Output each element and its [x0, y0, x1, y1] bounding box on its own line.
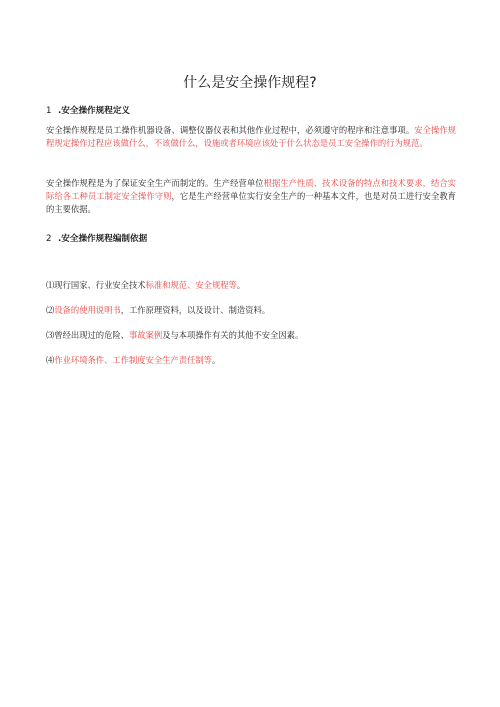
section-1-number: 1	[46, 106, 52, 116]
highlighted-text: 根据生产性质、技术设备的特点和技术要求，结合实际给各工种员工制定安全操作守则	[46, 178, 456, 202]
body-text: ⑴现行国家、行业安全技术	[46, 280, 146, 290]
highlighted-text: 标准和规范、安全规程等	[145, 280, 237, 290]
body-text: 安全操作规程是员工操作机器设备、调整仪器仪表和其他作业过程中，必须遵守的程序和注意事项。	[46, 125, 415, 135]
section-1-heading	[46, 104, 130, 116]
list-item-1	[46, 279, 456, 292]
highlighted-text: 事故案例	[128, 330, 163, 340]
body-text: ，它是生产经营单位实行安全生产的一种基本文件，也是对员工进行安全教育的主要依据。	[46, 191, 456, 215]
list-item-2	[46, 304, 456, 317]
section-2-heading	[46, 232, 147, 244]
list-item-4	[46, 354, 456, 367]
body-text: ⑶曾经出现过的危险、	[46, 330, 129, 340]
section-1-paragraph-2	[46, 177, 456, 217]
section-2-number: 2	[46, 234, 52, 244]
highlighted-text: 安全操作规程规定操作过程应该做什么，不该做什么，设施或者环境应该处于什么状态是员工安全操作的行为规范。	[46, 125, 456, 149]
body-text: 。	[236, 280, 246, 290]
section-2-title: .安全操作规程编制依据	[58, 234, 148, 244]
body-text: 安全操作规程是为了保证安全生产而制定的。生产经营单位	[46, 178, 264, 188]
section-1-title: .安全操作规程定义	[58, 106, 131, 116]
body-text: 。	[211, 355, 221, 365]
highlighted-text: 作业环境条件、工作制度安全生产责任制等	[54, 355, 212, 365]
body-text: ⑷	[46, 355, 55, 365]
highlighted-text: 设备的使用说明书	[54, 305, 121, 315]
list-item-3	[46, 329, 456, 342]
body-text: ⑵	[46, 305, 55, 315]
section-1-paragraph-1	[46, 124, 456, 150]
body-text: ，工作原理资料，以及设计、制造资料。	[120, 305, 271, 315]
body-text: 及与本项操作有关的其他不安全因素。	[162, 330, 304, 340]
page-title: 什么是安全操作规程?	[183, 75, 317, 91]
